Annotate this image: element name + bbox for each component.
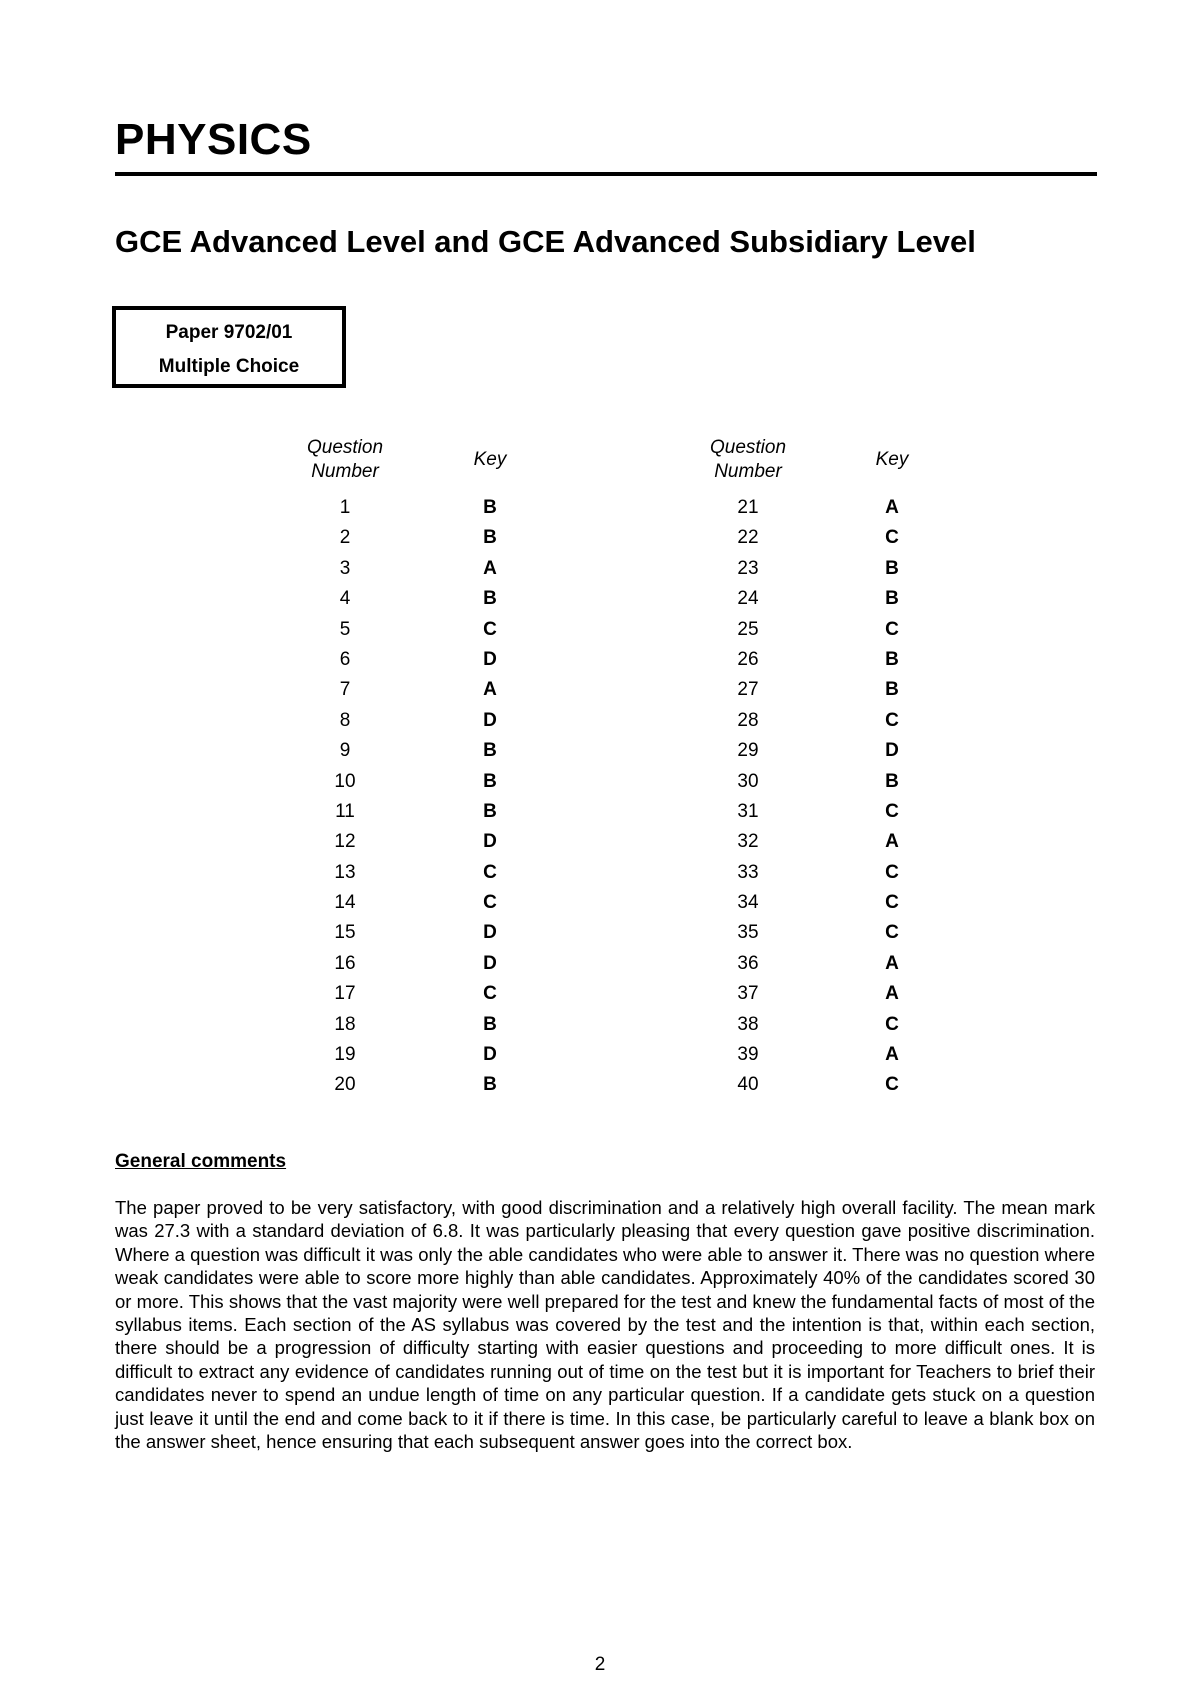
table-row	[0, 675, 1200, 705]
answer-key-rows	[0, 493, 1200, 1101]
table-row	[0, 584, 1200, 614]
answer-key-cell: C	[885, 709, 899, 731]
question-number-cell: 29	[737, 740, 759, 762]
answer-key-cell: D	[885, 740, 899, 762]
question-number-cell: 1	[339, 497, 351, 518]
page-subtitle: GCE Advanced Level and GCE Advanced Subsidiary Level	[115, 224, 976, 259]
answer-key-cell: D	[483, 1044, 497, 1066]
question-number-cell: 36	[737, 952, 759, 974]
answer-key-cell: A	[885, 497, 899, 518]
answer-key-cell: B	[483, 1013, 497, 1035]
question-number-cell: 23	[737, 557, 759, 579]
answer-key-cell: C	[885, 800, 899, 822]
answer-key-cell: A	[885, 952, 899, 974]
answer-key-cell: B	[885, 648, 899, 670]
answer-key-cell: B	[483, 588, 497, 610]
question-number-header-left	[295, 436, 395, 484]
page-title: PHYSICS	[115, 115, 312, 164]
answer-key-cell: C	[885, 618, 899, 640]
general-comments-paragraph: The paper proved to be very satisfactory, with good discrimination and a relatively high overall facility. The mean mark was 27.3 with a standard deviation of 6.8. It was particularly pleasing that every question gave positive discrimination. Where a question was difficult it was only the able candidates who were able to answer it. There was no question where weak candidates were able to score more highly than able candidates. Approximately 40% of the candidates scored 30 or more. This shows that the vast majority were well prepared for the test and knew the fundamental facts of most of the syllabus items. Each section of the AS syllabus was covered by the test and the intention is that, within each section, there should be a progression of difficulty starting with easier questions and proceeding to more difficult ones. It is difficult to extract any evidence of candidates running out of time on the test but it is important for Teachers to brief their candidates never to spend an undue length of time on any particular question. If a candidate gets stuck on a question just leave it until the end and come back to it if there is time. In this case, be particularly careful to leave a blank box on the answer sheet, hence ensuring that each subsequent answer goes into the correct box.	[115, 1197, 1095, 1453]
table-row	[0, 1010, 1200, 1040]
question-number-cell: 17	[334, 983, 356, 1005]
question-number-cell: 30	[737, 770, 759, 792]
paper-code: Paper 9702/01	[165, 322, 293, 343]
question-number-cell: 15	[334, 922, 356, 944]
question-number-cell: 9	[339, 740, 351, 762]
table-row	[0, 706, 1200, 736]
question-number-cell: 8	[339, 709, 351, 731]
answer-key-cell: C	[885, 892, 899, 914]
question-number-cell: 6	[339, 648, 351, 670]
question-number-cell: 25	[737, 618, 759, 640]
answer-key-cell: C	[885, 861, 899, 883]
question-number-cell: 26	[737, 648, 759, 670]
table-row	[0, 888, 1200, 918]
answer-key-cell: C	[483, 983, 497, 1005]
answer-key-cell: D	[483, 709, 497, 731]
question-number-cell: 2	[339, 527, 351, 549]
answer-key-cell: A	[885, 831, 899, 853]
table-row	[0, 858, 1200, 888]
table-row	[0, 827, 1200, 857]
answer-key-cell: B	[885, 770, 899, 792]
question-number-header-text: Question Number	[306, 437, 384, 482]
question-number-cell: 14	[334, 892, 356, 914]
question-number-cell: 32	[737, 831, 759, 853]
answer-key-cell: A	[483, 679, 497, 701]
answer-key-cell: C	[885, 1013, 899, 1035]
question-number-cell: 35	[737, 922, 759, 944]
question-number-cell: 39	[737, 1044, 759, 1066]
question-number-cell: 28	[737, 709, 759, 731]
question-number-header-text: Question Number	[709, 437, 787, 482]
answer-key-cell: D	[483, 952, 497, 974]
question-number-cell: 20	[334, 1074, 356, 1096]
answer-key-cell: B	[483, 740, 497, 762]
question-number-cell: 38	[737, 1013, 759, 1035]
answer-key-cell: B	[885, 557, 899, 579]
table-row	[0, 797, 1200, 827]
question-number-cell: 21	[737, 497, 759, 518]
answer-key-cell: B	[885, 588, 899, 610]
answer-key-cell: C	[885, 1074, 899, 1096]
question-number-header-right	[698, 436, 798, 484]
answer-key-cell: A	[885, 983, 899, 1005]
answer-key-cell: B	[483, 1074, 497, 1096]
table-row	[0, 736, 1200, 766]
question-number-cell: 3	[339, 557, 351, 579]
answer-key-cell: B	[483, 497, 497, 518]
answer-key-cell: C	[483, 618, 497, 640]
question-number-cell: 7	[339, 679, 351, 701]
answer-key-cell: C	[483, 861, 497, 883]
title-divider	[115, 172, 1097, 176]
answer-key-cell: D	[483, 922, 497, 944]
question-number-cell: 18	[334, 1013, 356, 1035]
question-number-cell: 19	[334, 1044, 356, 1066]
answer-key-cell: D	[483, 831, 497, 853]
table-row	[0, 979, 1200, 1009]
table-row	[0, 554, 1200, 584]
key-header-left: Key	[473, 449, 507, 470]
answer-key-cell: C	[483, 892, 497, 914]
answer-key-cell: B	[483, 527, 497, 549]
question-number-cell: 27	[737, 679, 759, 701]
table-row	[0, 493, 1200, 523]
question-number-cell: 11	[335, 800, 355, 822]
table-row	[0, 615, 1200, 645]
table-row	[0, 918, 1200, 948]
question-number-cell: 40	[737, 1074, 759, 1096]
table-row	[0, 1070, 1200, 1100]
question-number-cell: 16	[334, 952, 356, 974]
table-row	[0, 523, 1200, 553]
question-number-cell: 37	[737, 983, 759, 1005]
answer-key-cell: A	[885, 1044, 899, 1066]
answer-key-cell: C	[885, 922, 899, 944]
question-number-cell: 24	[737, 588, 759, 610]
table-row	[0, 645, 1200, 675]
answer-key-cell: B	[885, 679, 899, 701]
answer-key-cell: B	[483, 800, 497, 822]
table-row	[0, 1040, 1200, 1070]
table-row	[0, 949, 1200, 979]
question-number-cell: 5	[339, 618, 351, 640]
question-number-cell: 34	[737, 892, 759, 914]
table-row	[0, 767, 1200, 797]
question-number-cell: 10	[334, 770, 356, 792]
paper-info-box	[112, 306, 346, 388]
question-number-cell: 4	[339, 588, 351, 610]
answer-key-cell: B	[483, 770, 497, 792]
question-number-cell: 33	[737, 861, 759, 883]
page-number: 2	[594, 1654, 606, 1675]
answer-key-cell: D	[483, 648, 497, 670]
question-number-cell: 31	[737, 800, 759, 822]
question-number-cell: 13	[334, 861, 356, 883]
general-comments-heading: General comments	[115, 1151, 287, 1172]
answer-key-cell: C	[885, 527, 899, 549]
question-number-cell: 22	[737, 527, 759, 549]
paper-type: Multiple Choice	[158, 356, 300, 377]
question-number-cell: 12	[334, 831, 356, 853]
answer-key-cell: A	[483, 557, 497, 579]
key-header-right: Key	[875, 449, 909, 470]
